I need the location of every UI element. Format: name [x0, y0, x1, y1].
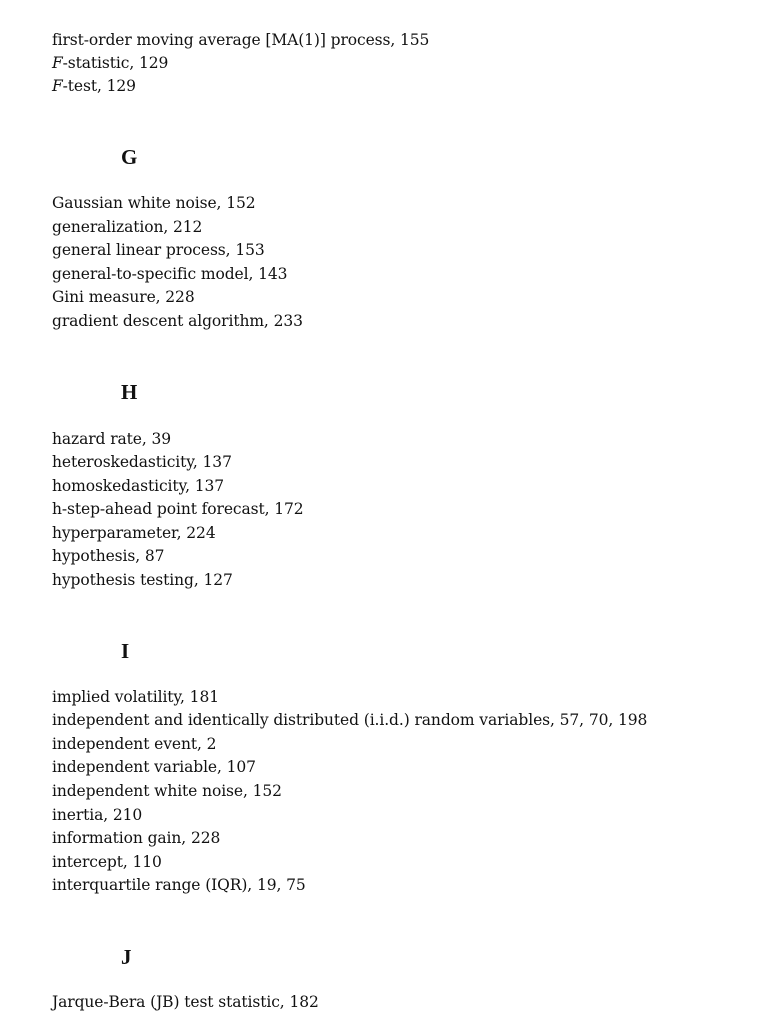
index-entry: general linear process, 153: [52, 241, 265, 259]
index-entry: h-step-ahead point forecast, 172: [52, 500, 304, 518]
index-entry: hazard rate, 39: [52, 430, 172, 448]
index-entry: Gaussian white noise, 152: [52, 194, 256, 212]
index-entry: interquartile range (IQR), 19, 75: [52, 876, 306, 894]
section-letter-g: G: [121, 145, 138, 169]
index-entry: Gini measure, 228: [52, 288, 195, 306]
section-letter-i: I: [121, 639, 130, 663]
index-entry: hypothesis, 87: [52, 547, 165, 565]
index-entry: independent white noise, 152: [52, 782, 282, 800]
index-entry: independent variable, 107: [52, 758, 256, 776]
entry-italic-prefix: F: [52, 54, 63, 72]
index-entry: heteroskedasticity, 137: [52, 453, 232, 471]
index-entry: hyperparameter, 224: [52, 524, 216, 542]
entry-text: first-order moving average [MA(1)] process, 155: [52, 31, 430, 49]
entry-text: -statistic, 129: [62, 54, 169, 72]
entry-italic-prefix: F: [52, 77, 63, 95]
index-entry: independent and identically distributed (i.i.d.) random variables, 57, 70, 198: [52, 711, 648, 729]
index-entry: homoskedasticity, 137: [52, 477, 225, 495]
index-entry: [52, 53, 168, 73]
index-entry: [52, 30, 429, 50]
index-entry: gradient descent algorithm, 233: [52, 312, 303, 330]
index-entry: intercept, 110: [52, 853, 162, 871]
index-entry: independent event, 2: [52, 735, 217, 753]
section-letter-j: J: [121, 945, 132, 969]
index-entry: inertia, 210: [52, 806, 143, 824]
index-entry: generalization, 212: [52, 218, 203, 236]
index-entry: implied volatility, 181: [52, 688, 219, 706]
index-entry: [52, 76, 136, 96]
entry-text: -test, 129: [62, 77, 136, 95]
index-entry: Jarque-Bera (JB) test statistic, 182: [52, 993, 319, 1011]
index-entry: general-to-specific model, 143: [52, 265, 288, 283]
section-letter-h: H: [121, 380, 138, 404]
index-entry: hypothesis testing, 127: [52, 571, 233, 589]
index-entry: information gain, 228: [52, 829, 221, 847]
